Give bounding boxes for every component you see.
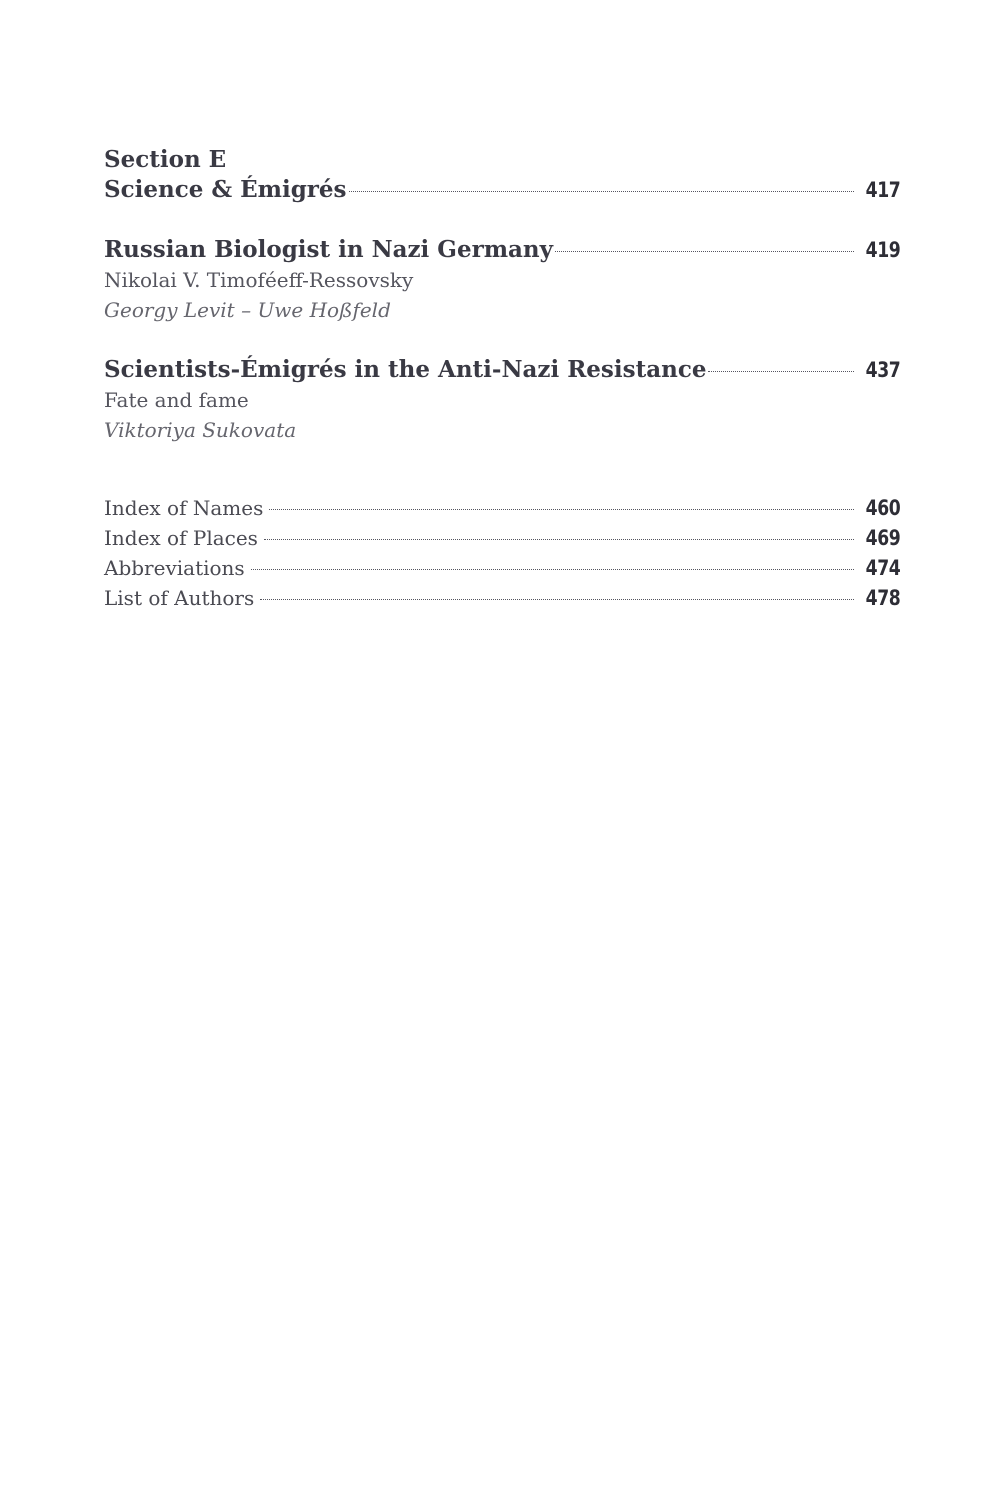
table-of-contents [104, 145, 900, 613]
dot-leader [555, 251, 854, 252]
toc-entry-authors: Viktoriya Sukovata [104, 418, 297, 442]
back-matter-list [104, 493, 900, 613]
section-title-row [104, 175, 900, 205]
page-number: 478 [865, 586, 900, 610]
dot-leader [708, 371, 853, 372]
back-matter-item [104, 523, 900, 553]
dot-leader [269, 509, 853, 510]
toc-entry [104, 235, 900, 325]
back-matter-title: Index of Names [104, 496, 264, 520]
toc-entry-title: Scientists-Émigrés in the Anti-Nazi Resistance [104, 356, 707, 383]
page-number: 474 [865, 556, 900, 580]
page-number: 417 [865, 178, 900, 202]
page-number: 419 [865, 238, 900, 262]
toc-entry-subtitle: Fate and fame [104, 388, 249, 412]
back-matter-item [104, 553, 900, 583]
page-number: 437 [865, 358, 900, 382]
dot-leader [264, 539, 854, 540]
dot-leader [349, 191, 854, 192]
back-matter-item [104, 493, 900, 523]
page-number: 460 [865, 496, 900, 520]
toc-entry-title-row [104, 235, 900, 265]
toc-entry-subtitle: Nikolai V. Timoféeff-Ressovsky [104, 268, 414, 292]
toc-entry [104, 355, 900, 445]
dot-leader [251, 569, 854, 570]
back-matter-item [104, 583, 900, 613]
dot-leader [260, 599, 853, 600]
back-matter-title: Index of Places [104, 526, 258, 550]
toc-entry-authors: Georgy Levit – Uwe Hoßfeld [104, 298, 391, 322]
back-matter-title: Abbreviations [104, 556, 245, 580]
section-label: Section E [104, 146, 227, 173]
toc-entry-title-row [104, 355, 900, 385]
section-title: Science & Émigrés [104, 176, 347, 203]
back-matter-title: List of Authors [104, 586, 255, 610]
page-number: 469 [865, 526, 900, 550]
toc-entry-title: Russian Biologist in Nazi Germany [104, 236, 554, 263]
